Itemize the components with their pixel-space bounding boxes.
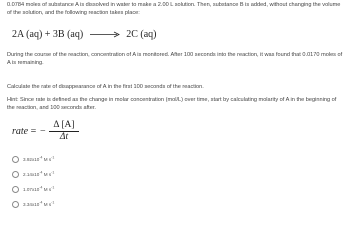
- rate-label: rate =: [12, 126, 37, 137]
- option-text: $3.92x10^{-4}$ M $s^{-1}$: [23, 155, 55, 162]
- rate-fraction: [48, 120, 80, 143]
- radio-button[interactable]: [12, 201, 19, 208]
- answer-options: [12, 152, 54, 212]
- radio-button[interactable]: [12, 186, 19, 193]
- answer-option[interactable]: [12, 182, 54, 197]
- reactant-b: 3B (aq): [52, 29, 84, 40]
- fraction-numerator: Δ [A]: [53, 120, 75, 130]
- plus-sign: +: [44, 29, 51, 40]
- problem-monitoring-text: During the course of the reaction, concentration of A is monitored. After 100 seconds into the reaction, it was found that 0.0170 moles of A is remaining.: [7, 52, 343, 66]
- product-c: 2C (aq): [126, 29, 157, 40]
- option-text: $1.07x10^{-4}$ M $s^{-1}$: [23, 185, 55, 192]
- problem-intro: 0.0784 moles of substance A is dissolved in water to make a 2.00 L solution. Then, substance B is added, without changing the volume of the solution, and the following reaction takes place:: [7, 2, 341, 16]
- fraction-denominator: Δt: [59, 131, 69, 142]
- problem-question: Calculate the rate of disappearance of A in the first 100 seconds of the reaction.: [7, 84, 204, 90]
- minus-sign: −: [40, 126, 46, 137]
- answer-option[interactable]: [12, 197, 54, 212]
- reaction-arrow-icon: [90, 31, 120, 38]
- answer-option[interactable]: [12, 167, 54, 182]
- answer-option[interactable]: [12, 152, 54, 167]
- reactant-a: 2A (aq): [12, 29, 43, 40]
- problem-hint: Hint: Since rate is defined as the change in molar concentration (mol/L) over time, start by calculating molarity of A in the beginning of the reaction, and 100 seconds after.: [7, 97, 337, 111]
- reaction-equation: [12, 29, 156, 40]
- option-text: $2.14x10^{-4}$ M $s^{-1}$: [23, 170, 55, 177]
- radio-button[interactable]: [12, 171, 19, 178]
- radio-button[interactable]: [12, 156, 19, 163]
- option-text: $3.34x10^{-4}$ M $s^{-1}$: [23, 200, 55, 207]
